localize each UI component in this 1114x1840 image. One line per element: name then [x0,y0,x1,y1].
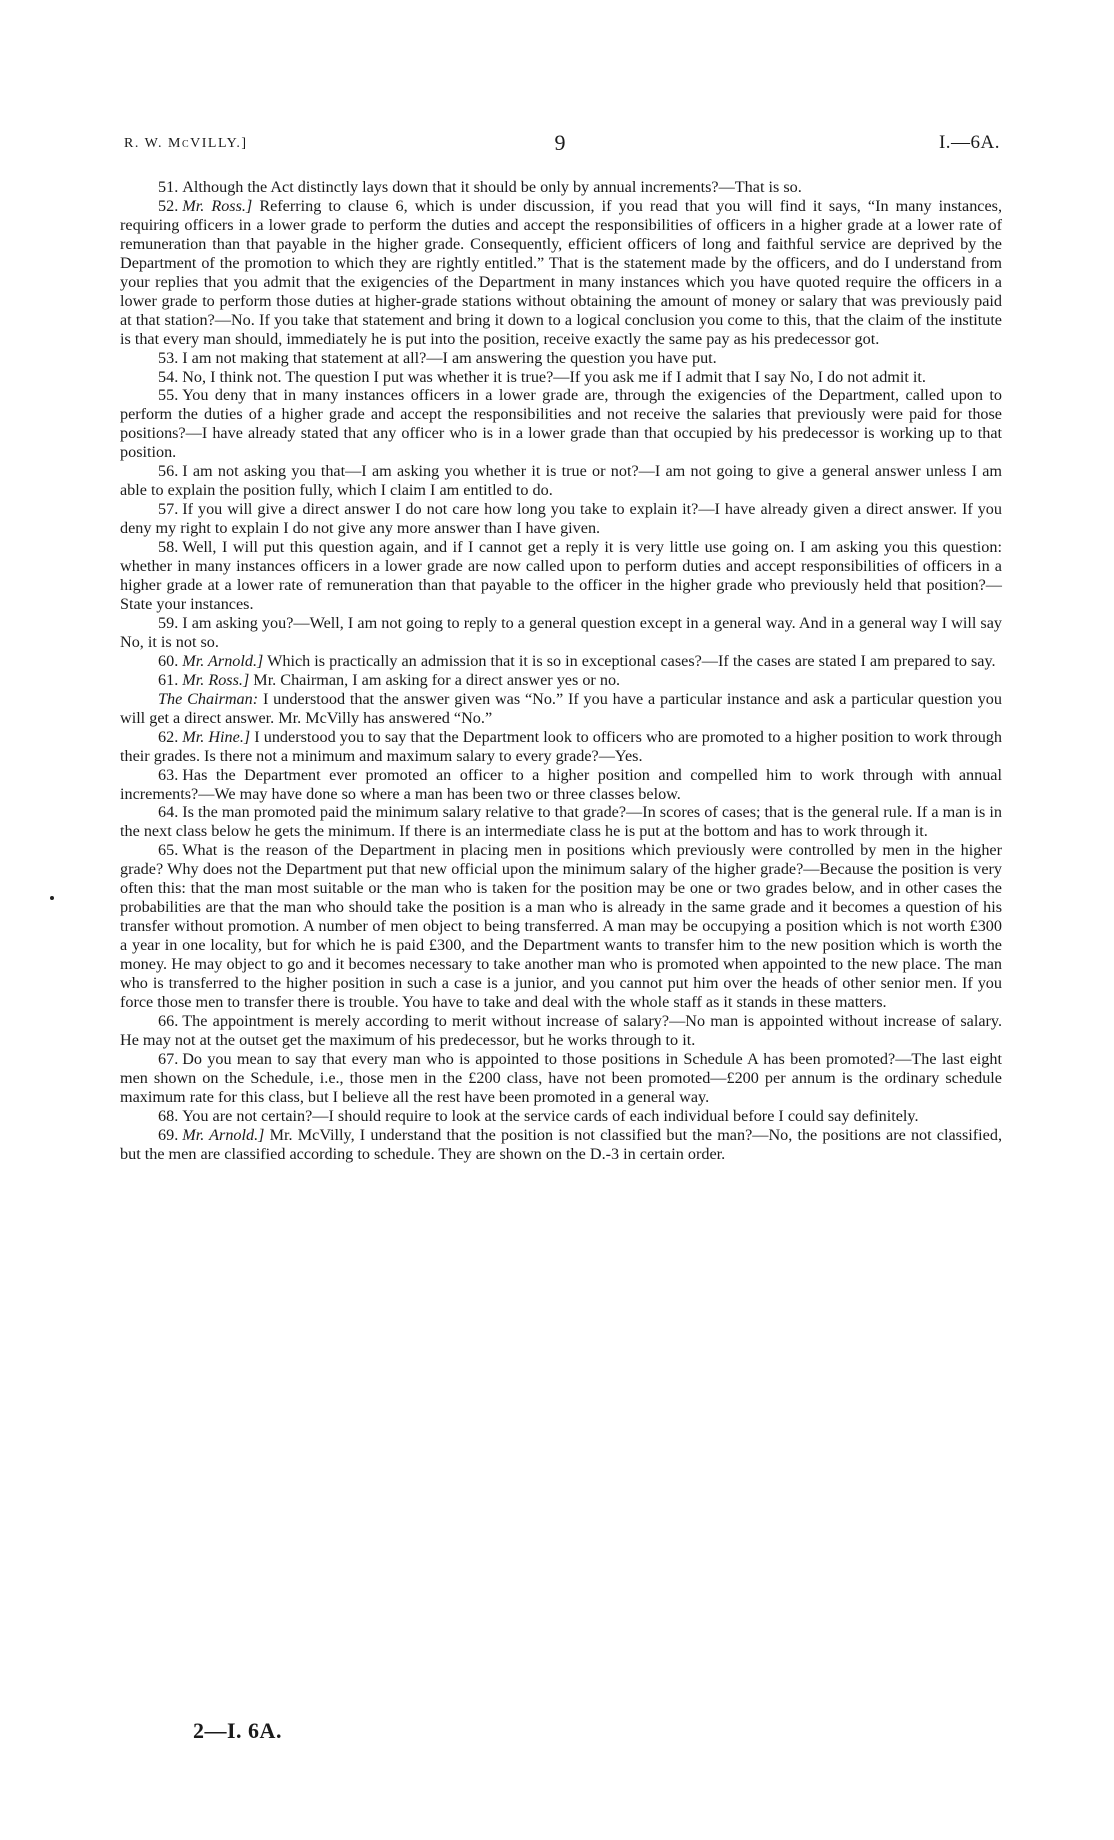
paragraph-text: I understood that the answer given was “No.” If you have a particular instance and ask a particular question you will get a direct answer. Mr. McVilly has answered “No.” [120,689,1002,727]
question-paragraph [120,462,1002,500]
paragraph-text: I am asking you?—Well, I am not going to reply to a general question except in a general way. And in a general way I will say No, it is not so. [120,613,1002,651]
question-number: 52. [158,196,179,215]
signature-mark: 2—I. 6A. [193,1718,282,1743]
question-number: 62. [158,727,179,746]
speaker-label: Mr. Ross.] [182,196,253,215]
question-paragraph [120,841,1002,1012]
evidence-body [120,178,1002,1164]
paragraph-text: What is the reason of the Department in placing men in positions which previously were controlled by men in the higher grade? Why does not the Department put that new official upon the minimum salary of the higher grade?—Because the position is very often this: that the man most suitable or the man who is taken for the position may be one or two grades below, and in other cases the probabilities are that the man who should take the position is a man who is already in the same grade and it becomes a question of his transfer without promotion. A number of men object to being transferred. A man may be occupying a position which is not worth £300 a year in one locality, but for which he is paid £300, and the Department wants to transfer him to the new position which is worth the money. He may object to go and it becomes necessary to take another man who is promoted when appointed to the new place. The man who is transferred to the higher position in such a case is a junior, and you cannot put him over the heads of other senior men. If you force those men to transfer there is trouble. You have to take and deal with the whole staff as it stands in these matters. [120,841,1002,1011]
margin-dot [50,896,54,900]
question-paragraph [120,690,1002,728]
question-paragraph [120,386,1002,462]
paragraph-text: No, I think not. The question I put was whether it is true?—If you ask me if I admit that I say No, I do not admit it. [182,367,926,386]
question-number: 58. [158,538,179,557]
paragraph-text: Mr. McVilly, I understand that the position is not classified but the man?—No, the positions are not classified, but the men are classified according to schedule. They are shown on the D.-3 in certain order. [120,1125,1002,1163]
speaker-label: Mr. Arnold.] [182,1125,265,1144]
speaker-label: Mr. Arnold.] [182,651,264,670]
question-number: 54. [158,367,179,386]
question-paragraph [120,349,1002,368]
question-paragraph [120,728,1002,766]
paragraph-text: Is the man promoted paid the minimum salary relative to that grade?—In scores of cases; that is the general rule. If a man is in the next class below he gets the minimum. If there is an intermediate class he is put at the bottom and has to work through it. [120,803,1002,841]
question-number: 55. [158,386,179,405]
question-number: 56. [158,462,179,481]
paragraph-text: I am not making that statement at all?—I am answering the question you have put. [182,348,717,367]
question-paragraph [120,766,1002,804]
page-number: 9 [554,130,566,155]
question-number: 64. [158,803,179,822]
question-number: 51. [158,178,179,196]
speaker-label: Mr. Hine.] [182,727,251,746]
question-number: 65. [158,841,179,860]
header-witness-name: R. W. McVILLY.] [124,136,248,151]
question-paragraph [120,803,1002,841]
question-number: 57. [158,500,179,519]
question-number: 59. [158,613,179,632]
paragraph-text: Do you mean to say that every man who is appointed to those positions in Schedule A has been promoted?—The last eight men shown on the Schedule, i.e., those men in the £200 class, have not been promoted—£200 per annum is the ordinary schedule maximum rate for this class, but I believe all the rest have been promoted in a general way. [120,1049,1002,1106]
paragraph-text: Which is practically an admission that it is so in exceptional cases?—If the cases are stated I am prepared to say. [267,651,996,670]
paper-reference: I.—6A. [938,132,1000,153]
paragraph-text: Has the Department ever promoted an officer to a higher position and compelled him to work through with annual increments?—We may have done so where a man has been two or three classes below. [120,765,1002,803]
question-paragraph [120,671,1002,690]
question-paragraph [120,500,1002,538]
page-header [120,130,1000,160]
question-paragraph [120,1050,1002,1107]
question-number: 63. [158,765,179,784]
question-paragraph [120,538,1002,614]
question-number: 68. [158,1106,179,1125]
question-paragraph [120,652,1002,671]
paragraph-text: If you will give a direct answer I do not care how long you take to explain it?—I have already given a direct answer. If you deny my right to explain I do not give any more answer than I have given. [120,500,1002,538]
speaker-label: Mr. Ross.] [182,670,250,689]
paragraph-text: Mr. Chairman, I am asking for a direct answer yes or no. [253,670,621,689]
paragraph-text: I am not asking you that—I am asking you whether it is true or not?—I am not going to give a general answer unless I am able to explain the position fully, which I claim I am entitled to do. [120,462,1002,500]
speaker-label: The Chairman: [158,689,259,708]
paragraph-text: Although the Act distinctly lays down that it should be only by annual increments?—That is so. [182,178,802,196]
paragraph-text: The appointment is merely according to merit without increase of salary?—No man is appointed without increase of salary. He may not at the outset get the maximum of his predecessor, but he works through to it. [120,1011,1002,1049]
paragraph-text: You deny that in many instances officers in a lower grade are, through the exigencies of the Department, called upon to perform the duties of a higher grade and accept the responsibilities and not receive the salaries that previously were paid for those positions?—I have already stated that any officer who is in a lower grade than that occupied by his predecessor is working up to that position. [120,386,1002,462]
question-number: 66. [158,1011,179,1030]
paragraph-text: Referring to clause 6, which is under discussion, if you read that you will find it says, “In many instances, requiring officers in a lower grade to perform the duties and accept the responsibilities of officers in a higher grade at a lower rate of remuneration than that payable in the higher grade. Consequently, efficient officers of long and faithful service are deprived by the Department of the promotion to which they are rightly entitled.” That is the statement made by the officers, and do I understand from your replies that you admit that the exigencies of the Department in many instances which you have quoted require the officers in a lower grade to perform those duties at higher-grade stations without obtaining the amount of money or salary that was previously paid at that station?—No. If you take that statement and bring it down to a logical conclusion you come to this, that the claim of the institute is that every man should, immediately he is put into the position, receive exactly the same pay as his predecessor got. [120,196,1002,348]
question-paragraph [120,197,1002,349]
question-number: 61. [158,670,179,689]
question-paragraph [120,1012,1002,1050]
question-paragraph [120,368,1002,387]
question-number: 69. [158,1125,179,1144]
question-number: 53. [158,348,179,367]
paragraph-text: I understood you to say that the Department look to officers who are promoted to a higher position to work through their grades. Is there not a minimum and maximum salary to every grade?—Yes. [120,727,1002,765]
question-number: 67. [158,1049,179,1068]
question-paragraph [120,1107,1002,1126]
question-number: 60. [158,651,179,670]
question-paragraph [120,1126,1002,1164]
question-paragraph [120,614,1002,652]
paragraph-text: You are not certain?—I should require to look at the service cards of each individual before I could say definitely. [182,1106,919,1125]
question-paragraph [120,178,1002,197]
paragraph-text: Well, I will put this question again, and if I cannot get a reply it is very little use going on. I am asking you this question: whether in many instances officers in a lower grade are now called upon to perform duties and accept responsibilities of officers in a higher grade at a lower rate of remuneration than that payable to the officer in the higher grade who previously held that position?—State your instances. [120,538,1002,613]
